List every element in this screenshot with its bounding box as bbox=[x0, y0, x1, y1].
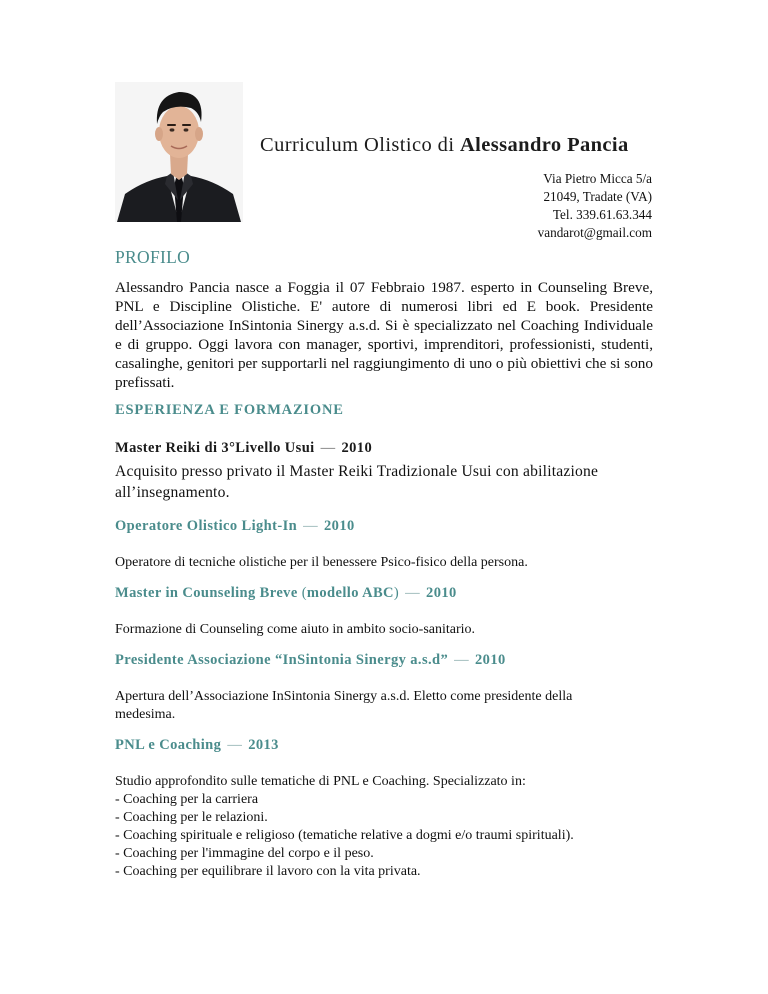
contact-email: vandarot@gmail.com bbox=[537, 225, 652, 240]
entry-year: 2010 bbox=[324, 518, 355, 534]
entry-year: 2010 bbox=[475, 652, 506, 668]
entry-title-text: Master in Counseling Breve bbox=[115, 585, 298, 601]
document-title bbox=[260, 134, 629, 157]
entry-separator: — bbox=[454, 652, 470, 668]
list-item: - Coaching per la carriera bbox=[115, 792, 259, 807]
experience-heading: ESPERIENZA E FORMAZIONE bbox=[115, 402, 344, 418]
entry-separator: — bbox=[405, 585, 421, 601]
entry-title-reiki bbox=[115, 440, 372, 457]
entry-separator: — bbox=[227, 737, 243, 753]
entry-desc-presidente: Apertura dell’Associazione InSintonia Sinergy a.s.d. Eletto come presidente della medesima. bbox=[115, 689, 573, 722]
list-item: - Coaching per l'immagine del corpo e il peso. bbox=[115, 846, 374, 861]
entry-desc-reiki: Acquisito presso privato il Master Reiki Tradizionale Usui con abilitazione all’insegnamento. bbox=[115, 463, 599, 501]
entry-separator: — bbox=[303, 518, 319, 534]
title-prefix: Curriculum Olistico di bbox=[260, 134, 455, 156]
list-item: - Coaching spirituale e religioso (tematiche relative a dogmi e/o traumi spirituali). bbox=[115, 828, 574, 843]
entry-title-paren-text: modello ABC bbox=[306, 585, 394, 601]
entry-title-paren-open: ( bbox=[301, 585, 307, 601]
entry-desc-light-in: Operatore di tecniche olistiche per il benessere Psico-fisico della persona. bbox=[115, 555, 528, 570]
title-name: Alessandro Pancia bbox=[459, 134, 629, 156]
portrait-image bbox=[115, 82, 243, 222]
entry-separator: — bbox=[320, 440, 336, 456]
entry-title-counseling bbox=[115, 585, 457, 602]
entry-title-text: Presidente Associazione “InSintonia Sinergy a.s.d” bbox=[115, 652, 449, 668]
entry-title-text: PNL e Coaching bbox=[115, 737, 222, 753]
coaching-list bbox=[115, 791, 655, 881]
entry-title-text: Master Reiki di 3°Livello Usui bbox=[115, 440, 315, 456]
contact-city: 21049, Tradate (VA) bbox=[543, 189, 652, 204]
entry-year: 2013 bbox=[248, 737, 279, 753]
profile-photo bbox=[115, 82, 243, 222]
entry-title-presidente bbox=[115, 652, 506, 669]
entry-desc-counseling: Formazione di Counseling come aiuto in ambito socio-sanitario. bbox=[115, 622, 476, 637]
list-item: - Coaching per equilibrare il lavoro con la vita privata. bbox=[115, 864, 421, 879]
entry-title-pnl bbox=[115, 737, 279, 754]
entry-desc-pnl bbox=[115, 773, 655, 881]
entry-title-text: Operatore Olistico Light-In bbox=[115, 518, 298, 534]
profile-heading: PROFILO bbox=[115, 247, 191, 267]
entry-year: 2010 bbox=[426, 585, 457, 601]
entry-desc-pnl-intro: Studio approfondito sulle tematiche di PNL e Coaching. Specializzato in: bbox=[115, 774, 526, 789]
contact-phone: Tel. 339.61.63.344 bbox=[552, 207, 652, 222]
contact-address: Via Pietro Micca 5/a bbox=[543, 171, 652, 186]
entry-title-paren-close: ) bbox=[393, 585, 400, 601]
list-item: - Coaching per le relazioni. bbox=[115, 810, 268, 825]
entry-year: 2010 bbox=[341, 440, 373, 456]
contact-block bbox=[538, 170, 652, 242]
profile-text: Alessandro Pancia nasce a Foggia il 07 Febbraio 1987. esperto in Counseling Breve, PNL e Discipline Olistiche. E' autore di numerosi libri ed E book. Presidente dell’Associazione InSintonia Sinergy a.s.d. Si è specializzato nel Coaching Individuale e di gruppo. Oggi lavora con manager, sportivi, imprenditori, professionisti, studenti, casalinghe, genitori per supportarli nel raggiungimento di uno o più obiettivi che si sono prefissati. bbox=[115, 279, 653, 391]
entry-title-light-in bbox=[115, 518, 355, 535]
